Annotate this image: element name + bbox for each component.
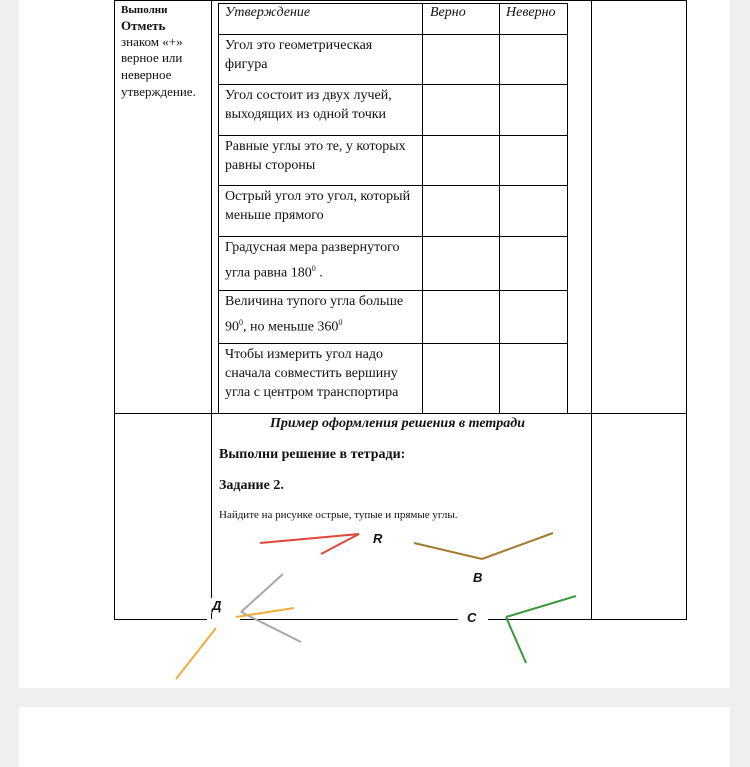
left-instruction: неверное	[121, 67, 172, 82]
left-subtitle: Отметь	[121, 18, 166, 33]
task-number: Задание 2.	[219, 478, 284, 493]
header-false: Неверно	[506, 5, 556, 20]
statement-text: сначала совместить вершину	[225, 366, 398, 381]
label-b: B	[473, 570, 483, 585]
statement-text: Острый угол это угол, который	[225, 189, 411, 204]
header-statement: Утверждение	[225, 5, 311, 20]
header-true: Верно	[430, 5, 466, 20]
label-r: R	[373, 531, 383, 546]
left-instruction: знаком «+»	[121, 34, 183, 49]
statement-text: Угол состоит из двух лучей,	[225, 88, 392, 103]
label-c: C	[467, 610, 477, 625]
example-heading: Пример оформления решения в тетради	[270, 416, 526, 431]
left-title: Выполни	[121, 4, 168, 16]
statement-text: выходящих из одной точки	[225, 107, 387, 122]
task-intro: Выполни решение в тетради:	[219, 447, 406, 462]
left-instruction: верное или	[121, 50, 183, 65]
statement-text: Градусная мера развернутого	[225, 240, 400, 255]
statement-text-degree: $90^0$, но меньше $360^0$	[225, 318, 343, 335]
statement-text: фигура	[225, 57, 268, 72]
statement-text: меньше прямого	[225, 208, 324, 223]
statement-text: Угол это геометрическая	[225, 38, 373, 53]
statement-text: Равные углы это те, у которых	[225, 139, 406, 154]
left-instruction: утверждение.	[121, 84, 196, 99]
statement-text: Величина тупого угла больше	[225, 294, 404, 309]
statement-text-degree: угла равна $180^0$ .	[225, 264, 323, 281]
statement-text: равны стороны	[225, 158, 316, 173]
label-a: Д	[212, 598, 222, 613]
task-text: Найдите на рисунке острые, тупые и прямые углы.	[219, 509, 458, 521]
angle-b	[414, 533, 553, 559]
angle-c	[506, 596, 576, 663]
statement-text: угла с центром транспортира	[225, 385, 399, 400]
statement-text: Чтобы измерить угол надо	[225, 347, 383, 362]
angle-a-orange	[176, 608, 294, 679]
angle-r	[260, 534, 359, 554]
